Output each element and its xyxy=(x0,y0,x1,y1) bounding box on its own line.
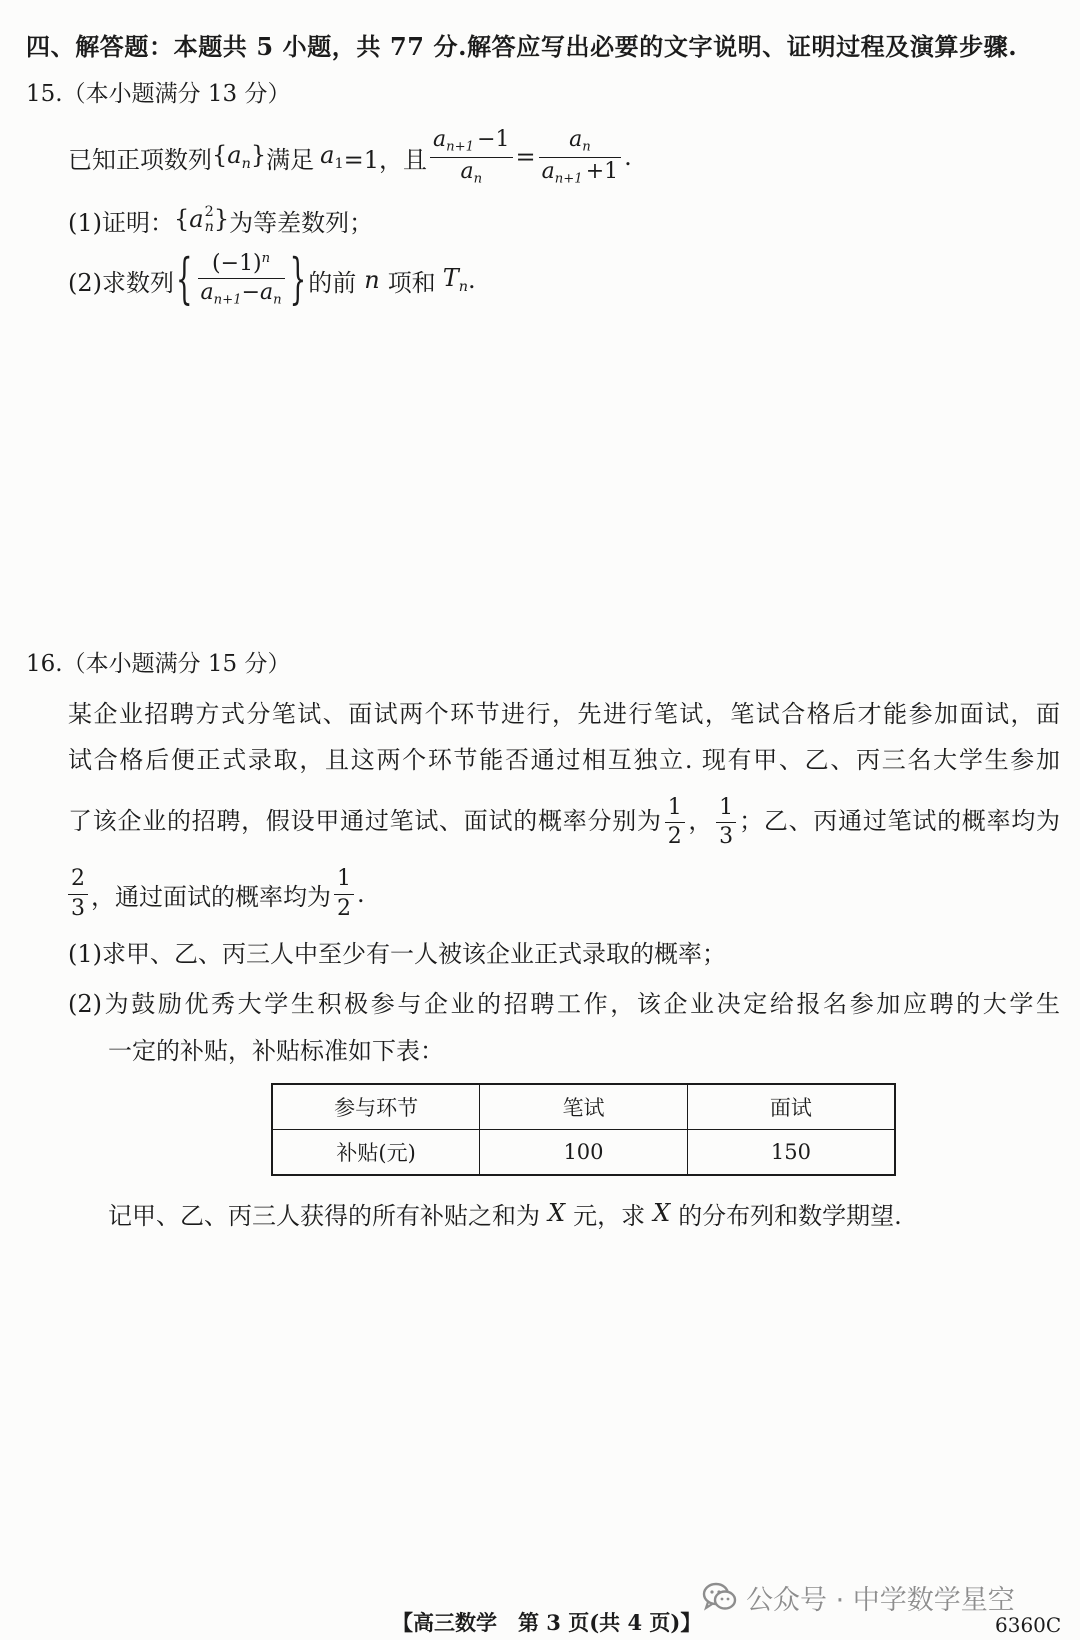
fraction-one-half xyxy=(665,795,685,851)
period: . xyxy=(357,880,365,908)
fraction-right xyxy=(539,127,622,187)
q16-score: （本小题满分 15 分） xyxy=(62,651,291,677)
var-X: X xyxy=(653,1199,671,1227)
superscript: n xyxy=(261,251,271,267)
var-n: n xyxy=(364,266,380,294)
superscript: 2 xyxy=(204,204,214,221)
q15-stem-text-3: =1，且 xyxy=(343,145,428,174)
q15-score: （本小题满分 13 分） xyxy=(62,81,291,107)
q16-line3-text-2: ；乙、丙通过笔试的概率均为 xyxy=(739,807,1060,835)
big-right-brace: } xyxy=(289,248,307,312)
sum-Tn xyxy=(443,264,468,295)
numerator: 1 xyxy=(719,794,734,820)
table-header-cell: 参与环节 xyxy=(272,1084,480,1130)
var-a: a xyxy=(460,158,474,184)
subscript: n+1 xyxy=(446,139,475,155)
q15-stem xyxy=(68,127,632,187)
numerator: 1 xyxy=(337,866,351,892)
q15-part2 xyxy=(68,250,476,310)
period: . xyxy=(624,143,632,171)
subscript: n xyxy=(204,219,214,236)
q15-part2-text-1: 的前 xyxy=(308,268,357,297)
numerator: 1 xyxy=(667,794,682,820)
table-row xyxy=(272,1130,895,1176)
watermark-text: 公众号 · 中学数学星空 xyxy=(746,1584,1015,1616)
wechat-icon xyxy=(702,1581,738,1613)
fraction-general-term xyxy=(198,251,285,309)
denominator xyxy=(198,278,285,308)
q15-part1-label: (1)证明： xyxy=(68,208,174,237)
subscript: n xyxy=(582,139,591,155)
q16-part2-line-2: 一定的补贴，补贴标准如下表： xyxy=(108,1037,444,1065)
subscript: n xyxy=(241,156,251,173)
right-brace: } xyxy=(213,204,230,233)
watermark xyxy=(702,1580,1015,1614)
subscript: n+1 xyxy=(213,293,242,309)
sequence-an-squared xyxy=(174,205,229,236)
q16-text-line-3 xyxy=(68,791,1060,851)
comma: ， xyxy=(687,807,714,835)
fraction-left xyxy=(430,127,513,187)
subscript: n xyxy=(473,171,483,187)
q15-number: 15. xyxy=(26,81,63,107)
paper-code: 6360C xyxy=(995,1613,1062,1637)
q16-final-text-2: 元，求 xyxy=(573,1201,646,1230)
denominator: 3 xyxy=(716,822,736,850)
period: . xyxy=(467,266,476,294)
q16-text-line-4 xyxy=(68,864,365,924)
minus-one-power: (−1) xyxy=(212,251,262,277)
equals-sign: = xyxy=(515,143,536,171)
q15-part1-text: 为等差数列； xyxy=(229,208,374,237)
numerator: 2 xyxy=(71,866,85,892)
numerator xyxy=(430,127,513,156)
var-a: a xyxy=(200,280,214,306)
table-cell: 150 xyxy=(687,1130,895,1176)
left-brace: { xyxy=(174,204,190,233)
var-T: T xyxy=(442,264,459,293)
q16-line3-text-1: 了该企业的招聘，假设甲通过笔试、面试的概率分别为 xyxy=(68,807,662,835)
q16-line4-text: ，通过面试的概率均为 xyxy=(91,882,331,911)
q16-part1: (1)求甲、乙、丙三人中至少有一人被该企业正式录取的概率； xyxy=(68,940,726,968)
var-a: a xyxy=(541,158,555,184)
sequence-an xyxy=(212,141,266,172)
q16-final-text-3: 的分布列和数学期望. xyxy=(678,1201,902,1230)
table-header-cell: 面试 xyxy=(687,1084,895,1130)
var-a: a xyxy=(569,127,583,153)
fraction-one-half xyxy=(334,866,354,922)
denominator: 2 xyxy=(334,894,354,922)
subscript: n xyxy=(458,279,468,296)
q16-final-text-1: 记甲、乙、丙三人获得的所有补贴之和为 xyxy=(108,1201,540,1230)
var-a: a xyxy=(260,280,274,306)
q15-heading xyxy=(26,78,290,110)
minus-sign: − xyxy=(241,280,261,306)
var-a: a xyxy=(320,141,335,170)
q16-number: 16. xyxy=(26,651,63,677)
big-left-brace: { xyxy=(176,248,193,312)
table-cell: 100 xyxy=(480,1130,688,1176)
minus-one: −1 xyxy=(477,127,510,153)
q15-stem-text-2: 满足 xyxy=(266,145,315,174)
q16-final-question xyxy=(108,1196,902,1230)
denominator: 2 xyxy=(665,822,685,850)
table-header-cell: 笔试 xyxy=(480,1084,688,1130)
q15-part2-label: (2)求数列 xyxy=(68,268,174,297)
subscript: n xyxy=(273,293,282,309)
denominator xyxy=(430,157,513,187)
denominator xyxy=(539,157,622,187)
var-a: a xyxy=(433,127,447,153)
subscript: 1 xyxy=(334,156,344,173)
page-footer: 【高三数学 第 3 页(共 4 页)】 xyxy=(392,1610,702,1635)
q16-text-line-1: 某企业招聘方式分笔试、面试两个环节进行，先进行笔试，笔试合格后才能参加面试，面 xyxy=(68,700,1060,728)
table-cell: 补贴(元) xyxy=(272,1130,480,1176)
var-a: a xyxy=(227,141,242,170)
section-header: 四、解答题：本题共 5 小题，共 77 分.解答应写出必要的文字说明、证明过程及演算步骤. xyxy=(26,32,1018,61)
q16-part2-line-1: (2)为鼓励优秀大学生积极参与企业的招聘工作，该企业决定给报名参加应聘的大学生 xyxy=(68,990,1060,1018)
left-brace: { xyxy=(212,141,228,170)
term-a1 xyxy=(320,141,343,172)
plus-one: +1 xyxy=(585,158,619,184)
q15-part2-text-2: 项和 xyxy=(387,268,436,297)
q15-part1 xyxy=(68,203,373,237)
var-a: a xyxy=(189,204,204,233)
var-X: X xyxy=(548,1199,566,1227)
numerator xyxy=(539,127,622,156)
q16-text-line-2: 试合格后便正式录取，且这两个环节能否通过相互独立. 现有甲、乙、丙三名大学生参加 xyxy=(68,746,1060,774)
subscript: n+1 xyxy=(554,171,583,187)
fraction-two-thirds xyxy=(68,866,88,922)
q16-heading xyxy=(26,648,290,680)
fraction-one-third xyxy=(716,795,736,851)
right-brace: } xyxy=(250,141,267,170)
subsidy-table xyxy=(271,1083,896,1176)
denominator: 3 xyxy=(68,894,88,922)
numerator xyxy=(198,251,285,278)
q15-stem-text-1: 已知正项数列 xyxy=(68,145,212,174)
sup-sub-stack xyxy=(205,205,214,235)
table-header-row xyxy=(272,1084,895,1130)
